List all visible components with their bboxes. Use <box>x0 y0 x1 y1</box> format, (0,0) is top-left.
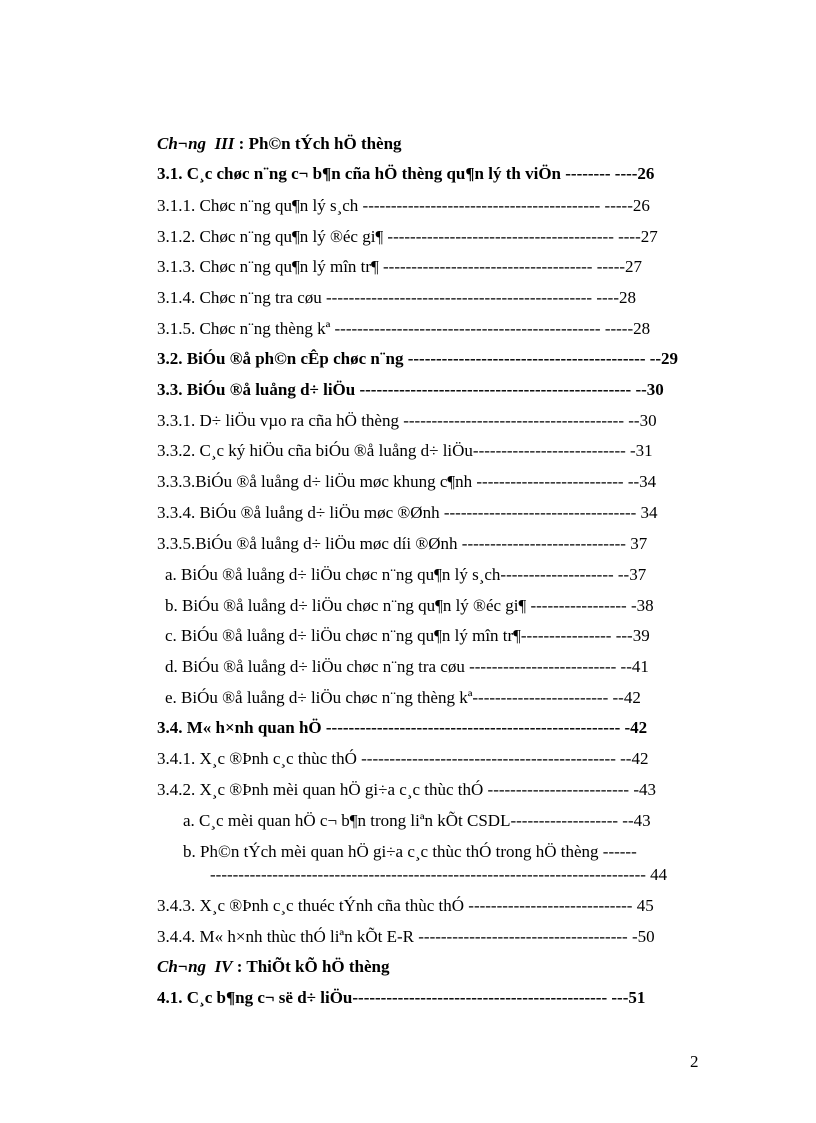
toc-entry: 3.4.1. X¸c ®Þnh c¸c thùc thÓ --------------------------------------------- --42 <box>157 749 649 768</box>
toc-entry: 3.2. BiÓu ®å ph©n cÊp chøc n¨ng ------------------------------------------ --29 <box>157 349 679 368</box>
chapter-4-heading: Ch¬ng IV : ThiÕt kÕ hÖ thèng <box>157 957 390 976</box>
toc-entry: 3.3.1. D÷ liÖu vµo ra cña hÖ thèng --------------------------------------- --30 <box>157 411 657 430</box>
toc-subentry: b. BiÓu ®å luång d÷ liÖu chøc n¨ng qu¶n lý ®éc gi¶ ----------------- -38 <box>165 596 654 615</box>
toc-entry: 3.4.2. X¸c ®Þnh mèi quan hÖ gi÷a c¸c thùc thÓ ------------------------- -43 <box>157 780 656 799</box>
toc-entry: 3.3.3.BiÓu ®å luång d÷ liÖu møc khung c¶nh -------------------------- --34 <box>157 472 657 491</box>
toc-entry: 3.1.1. Chøc n¨ng qu¶n lý s¸ch ------------------------------------------ -----26 <box>157 196 650 215</box>
toc-subentry: e. BiÓu ®å luång d÷ liÖu chøc n¨ng thèng kª------------------------ --42 <box>165 688 641 707</box>
toc-entry: 3.4.3. X¸c ®Þnh c¸c thuéc tÝnh cña thùc thÓ ----------------------------- 45 <box>157 896 654 915</box>
chapter-3-heading: Ch¬ng III : Ph©n tÝch hÖ thèng <box>157 134 402 153</box>
toc-subentry: b. Ph©n tÝch mèi quan hÖ gi÷a c¸c thùc thÓ trong hÖ thèng ------ <box>183 842 637 861</box>
toc-entry: 3.3.2. C¸c ký hiÖu cña biÓu ®å luång d÷ liÖu--------------------------- -31 <box>157 441 653 460</box>
toc-entry: 3.4.4. M« h×nh thùc thÓ liªn kÕt E-R ------------------------------------- -50 <box>157 927 655 946</box>
toc-entry: 3.3.4. BiÓu ®å luång d÷ liÖu møc ®Ønh ---------------------------------- 34 <box>157 503 658 522</box>
toc-entry: 3.1.2. Chøc n¨ng qu¶n lý ®éc gi¶ ---------------------------------------- ----27 <box>157 227 658 246</box>
toc-subentry: d. BiÓu ®å luång d÷ liÖu chøc n¨ng tra cøu -------------------------- --41 <box>165 657 649 676</box>
toc-subentry-continuation: ----------------------------------------------------------------------------- 44 <box>210 865 668 884</box>
toc-entry: 3.1.3. Chøc n¨ng qu¶n lý mîn tr¶ ------------------------------------- -----27 <box>157 257 643 276</box>
toc-entry: 3.3.5.BiÓu ®å luång d÷ liÖu møc díi ®Ønh ----------------------------- 37 <box>157 534 648 553</box>
toc-subentry: a. BiÓu ®å luång d÷ liÖu chøc n¨ng qu¶n lý s¸ch-------------------- --37 <box>165 565 647 584</box>
toc-entry: 3.4. M« h×nh quan hÖ ---------------------------------------------------- -42 <box>157 718 648 737</box>
toc-subentry: a. C¸c mèi quan hÖ c¬ b¶n trong liªn kÕt CSDL------------------- --43 <box>183 811 651 830</box>
toc-subentry: c. BiÓu ®å luång d÷ liÖu chøc n¨ng qu¶n lý mîn tr¶---------------- ---39 <box>165 626 650 645</box>
toc-entry: 3.3. BiÓu ®å luång d÷ liÖu ------------------------------------------------ --30 <box>157 380 664 399</box>
toc-entry: 4.1. C¸c b¶ng c¬ së d÷ liÖu--------------------------------------------- ---51 <box>157 988 646 1007</box>
toc-entry: 3.1.5. Chøc n¨ng thèng kª ----------------------------------------------- -----28 <box>157 319 651 338</box>
page-number: 2 <box>690 1052 699 1071</box>
toc-entry: 3.1. C¸c chøc n¨ng c¬ b¶n cña hÖ thèng qu¶n lý th viÖn -------- ----26 <box>157 164 655 183</box>
toc-entry: 3.1.4. Chøc n¨ng tra cøu ----------------------------------------------- ----28 <box>157 288 636 307</box>
